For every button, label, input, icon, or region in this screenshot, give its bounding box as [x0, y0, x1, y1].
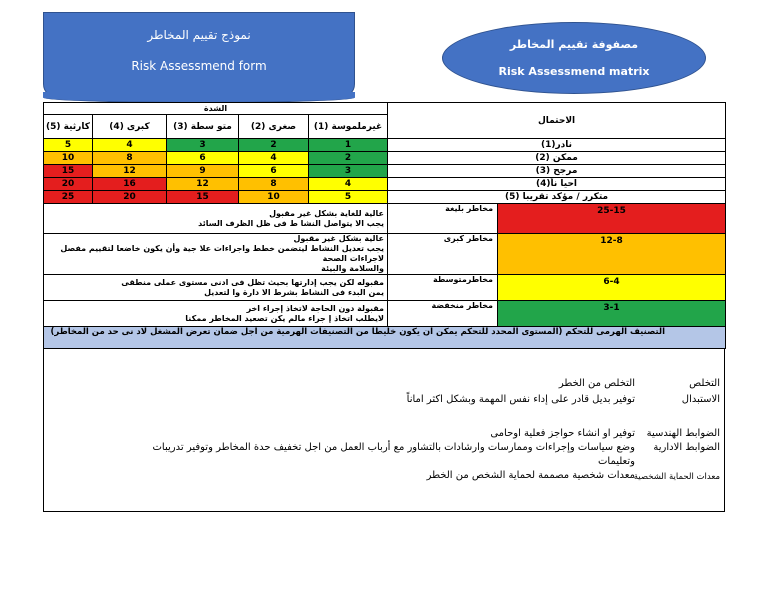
- matrix-cell: 10: [239, 191, 309, 204]
- risk-level-category: مخاطر بليغة: [388, 204, 498, 234]
- risk-level-category: مخاطر كبرى: [388, 234, 498, 275]
- control-label-ppe: معدات الحماية الشخصية: [633, 472, 720, 482]
- risk-level-category: مخاطرمتوسطة: [388, 275, 498, 301]
- severity-col-5: كارثية (5): [44, 115, 93, 139]
- matrix-cell: 5: [309, 191, 388, 204]
- matrix-cell: 6: [239, 165, 309, 178]
- matrix-cell: 15: [44, 165, 93, 178]
- matrix-cell: 15: [167, 191, 239, 204]
- probability-label: مرجح (3): [388, 165, 726, 178]
- matrix-cell: 12: [167, 178, 239, 191]
- risk-matrix-table: [43, 102, 726, 349]
- control-label-elimination: التخلص: [689, 378, 720, 389]
- probability-label: احيا ناً(4): [388, 178, 726, 191]
- risk-level-category: مخاطر منخفضة: [388, 301, 498, 327]
- probability-label: ممكن (2): [388, 152, 726, 165]
- form-title-arabic: نموذج تقييم المخاطر: [147, 28, 251, 42]
- severity-col-2: صغرى (2): [239, 115, 309, 139]
- matrix-title-oval: [442, 22, 706, 94]
- matrix-cell: 25: [44, 191, 93, 204]
- matrix-cell: 4: [93, 139, 167, 152]
- matrix-cell: 4: [239, 152, 309, 165]
- control-text-administrative: وضع سياسات وإجراءات وممارسات وارشادات بالتشاور مع أرباب العمل من اجل تخفيف حدة المخاطر وتوفير تدريبات: [152, 442, 635, 453]
- control-label-substitution: الاستبدال: [681, 394, 720, 405]
- probability-header: الاحتمال: [388, 103, 726, 139]
- matrix-row: [44, 191, 726, 204]
- severity-col-3: متو سطة (3): [167, 115, 239, 139]
- risk-level-description: مقبولة دون الحاجة لاتخاذ إجراء اخر لايطلب اتخاذ إ جراء مالم يكن تصعيد المخاطر ممكنا: [44, 301, 388, 327]
- risk-level-row: [44, 234, 726, 275]
- matrix-row: [44, 152, 726, 165]
- risk-level-row: [44, 204, 726, 234]
- matrix-cell: 12: [93, 165, 167, 178]
- risk-level-range: 3-1: [498, 301, 726, 327]
- matrix-cell: 9: [167, 165, 239, 178]
- form-title-banner: [43, 12, 355, 98]
- risk-level-row: [44, 275, 726, 301]
- matrix-cell: 2: [309, 152, 388, 165]
- matrix-cell: 16: [93, 178, 167, 191]
- risk-level-range: 12-8: [498, 234, 726, 275]
- matrix-cell: 3: [309, 165, 388, 178]
- matrix-cell: 8: [239, 178, 309, 191]
- matrix-row: [44, 139, 726, 152]
- matrix-title-arabic: مصفوفة تقييم المخاطر: [509, 38, 639, 51]
- risk-level-range: 25-15: [498, 204, 726, 234]
- matrix-cell: 20: [44, 178, 93, 191]
- matrix-cell: 2: [239, 139, 309, 152]
- control-text-substitution: توفير بديل قادر على إداء نفس المهمة وبشكل اكثر اماناً: [406, 394, 635, 405]
- matrix-cell: 3: [167, 139, 239, 152]
- control-text-engineering: توفير او انشاء حواجز فعلية اوحامى: [490, 428, 635, 439]
- control-label-administrative: الضوابط الادارية: [653, 442, 720, 453]
- severity-col-4: كبرى (4): [93, 115, 167, 139]
- probability-label: متكرر / مؤكد تقريبا (5): [388, 191, 726, 204]
- matrix-row: [44, 165, 726, 178]
- matrix-cell: 6: [167, 152, 239, 165]
- control-text-elimination: التخلص من الخطر: [558, 378, 635, 389]
- matrix-cell: 8: [93, 152, 167, 165]
- matrix-row: [44, 178, 726, 191]
- matrix-title-english: Risk Assessmend matrix: [498, 65, 650, 78]
- risk-level-description: مقبوله لكن يجب إدارتها بحيث تظل فى ادنى مستوى عملى منطقى يمن البدء فى النشاط بشرط الا دارة وا لتعديل: [44, 275, 388, 301]
- form-title-english: Risk Assessmend form: [131, 59, 267, 73]
- control-text-administrative-cont: وتعليمات: [597, 456, 635, 467]
- matrix-cell: 4: [309, 178, 388, 191]
- probability-label: نادر(1): [388, 139, 726, 152]
- control-label-engineering: الضوابط الهندسية: [646, 428, 720, 439]
- severity-header: الشدة: [44, 103, 388, 115]
- risk-level-row: [44, 301, 726, 327]
- risk-level-range: 6-4: [498, 275, 726, 301]
- risk-level-description: عالية للغاية بشكل غير مقبول يجب الا يتواصل النشا ط فى ظل الظرف السائد: [44, 204, 388, 234]
- matrix-cell: 5: [44, 139, 93, 152]
- matrix-cell: 10: [44, 152, 93, 165]
- matrix-cell: 1: [309, 139, 388, 152]
- control-text-ppe: معدات شخصية مصممة لحماية الشخص من الخطر: [426, 470, 635, 481]
- risk-level-description: عالية بشكل غير مقبول يجب تعديل النشاط ليتضمن خطط واجراءات علا جية وأن يكون خاضعا لتقييم مفصل لاجراءات الصحة والسلامة والبيئة: [44, 234, 388, 275]
- severity-col-1: غيرملموسة (1): [309, 115, 388, 139]
- matrix-cell: 20: [93, 191, 167, 204]
- hierarchy-note: التصنيف الهرمى للتحكم (المستوى المحدد للتحكم يمكن ان يكون خليطا من التصنيفات الهرمية من اجل ضمان تعرض المشغل لاد نى حد من المخاطر): [44, 327, 726, 349]
